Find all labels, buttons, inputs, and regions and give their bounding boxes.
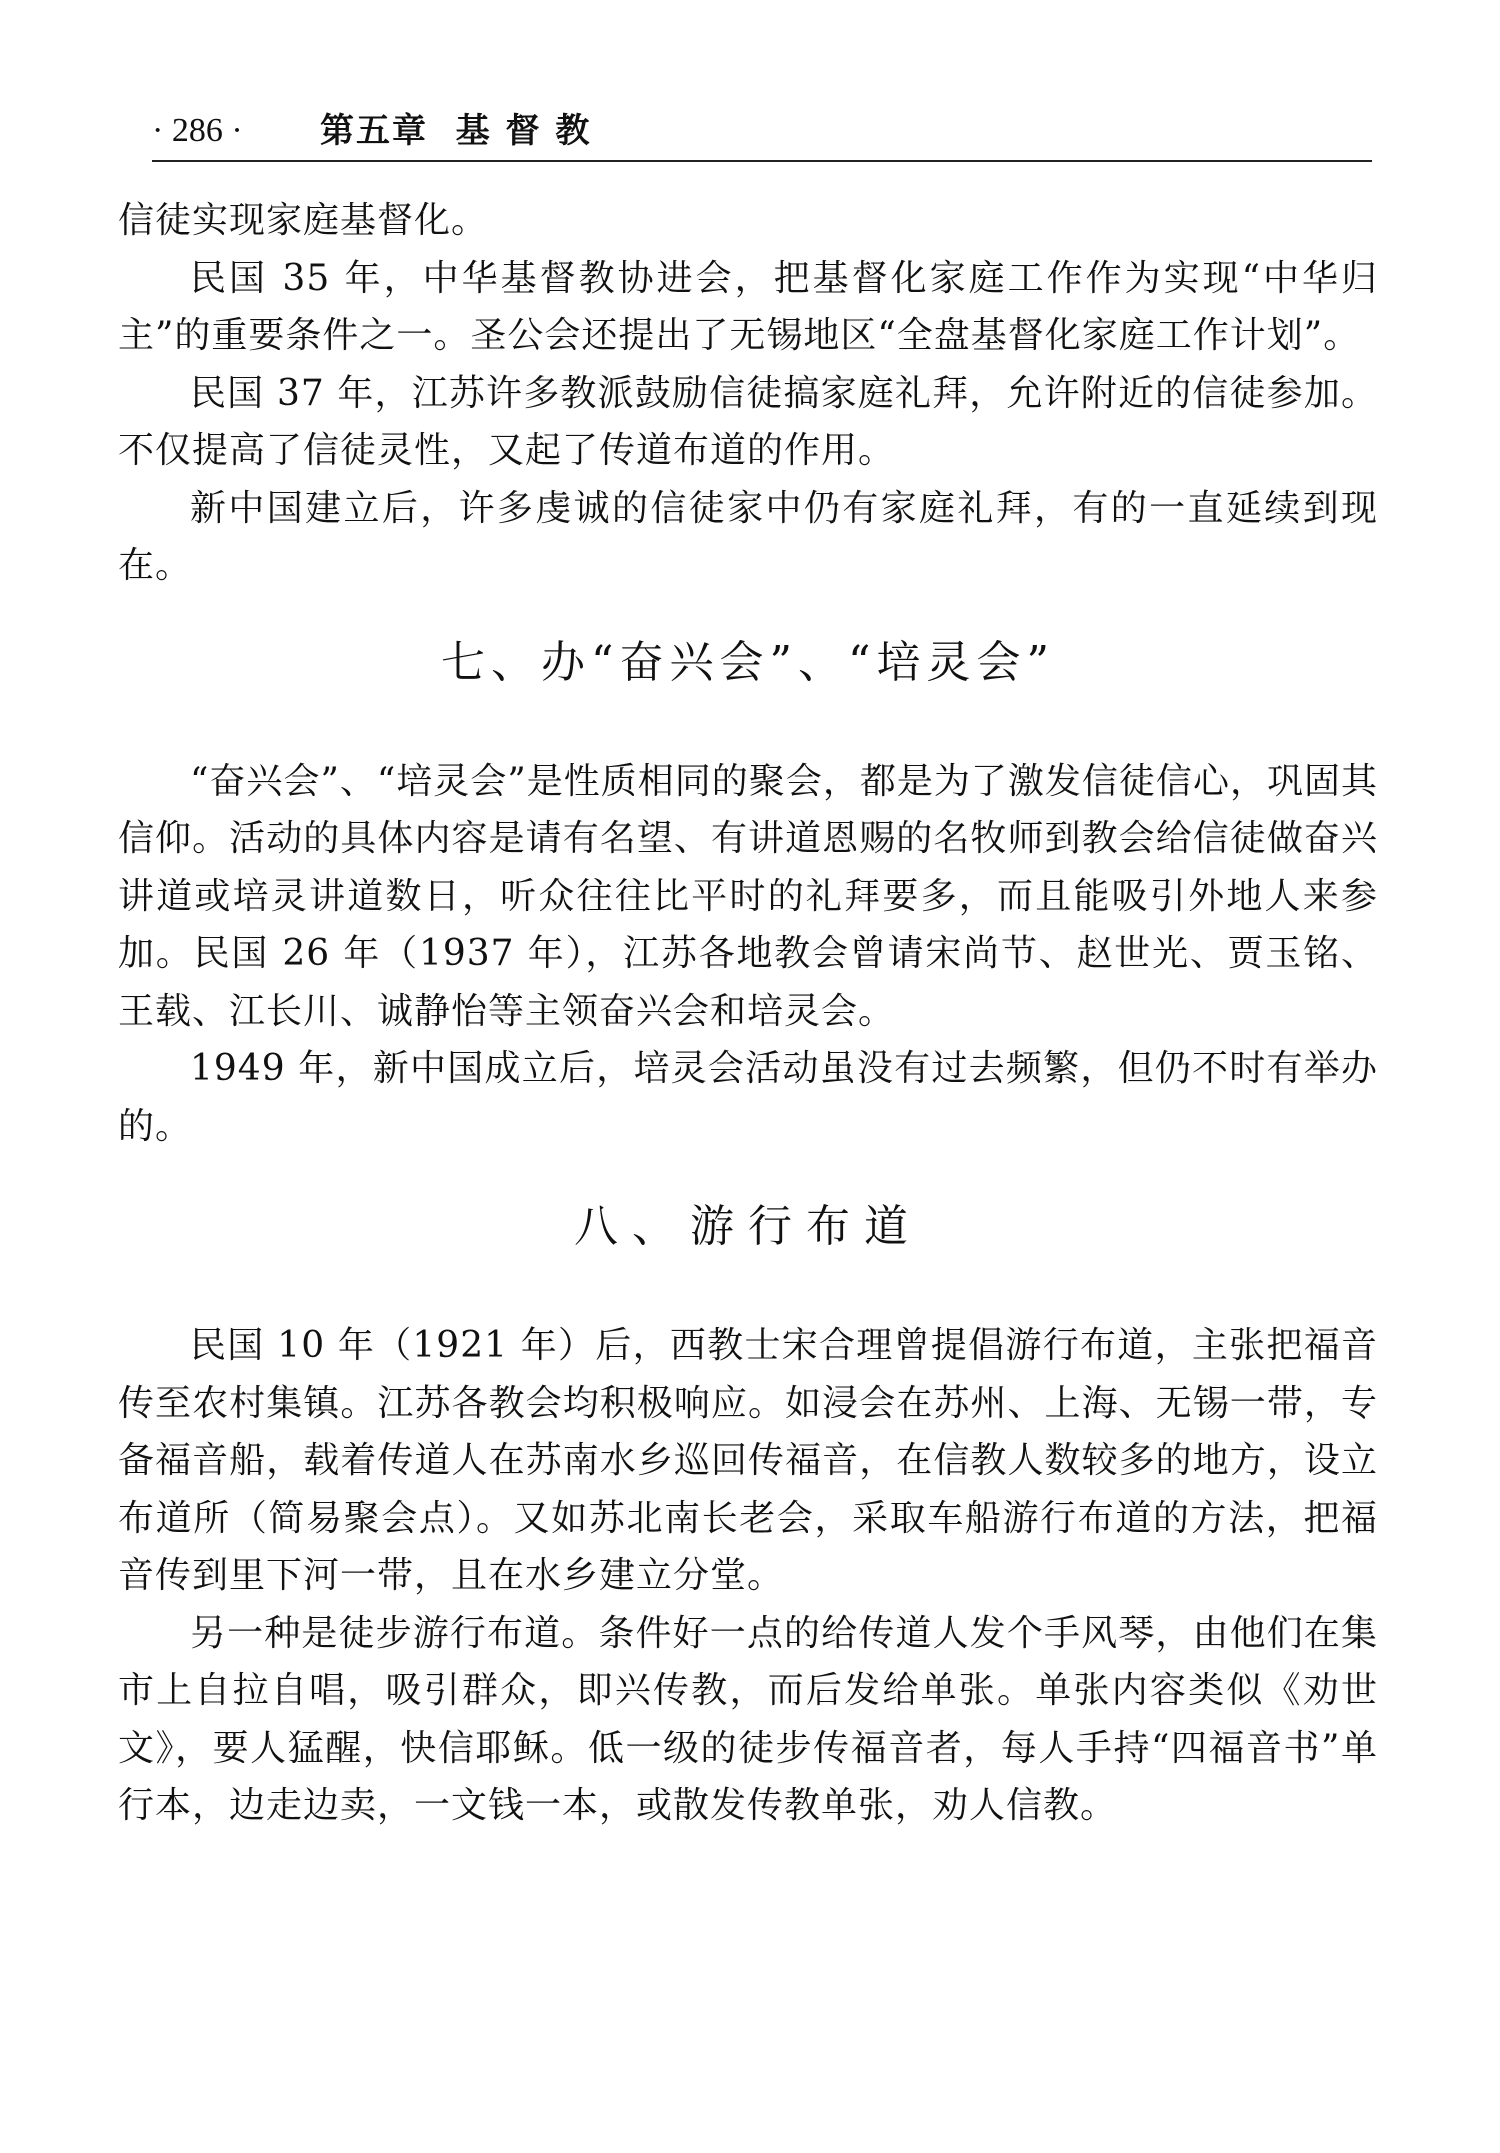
paragraph-continued: 信徒实现家庭基督化。 xyxy=(118,200,489,241)
section-heading-8: 八、游行布道 xyxy=(574,1201,922,1252)
section-heading-7: 七、办“奋兴会”、“培灵会” xyxy=(441,636,1055,688)
paragraph: 新中国建立后，许多虔诚的信徒家中仍有家庭礼拜，有的一直延续到现在。 xyxy=(118,487,1378,586)
paragraph: “奋兴会”、“培灵会”是性质相同的聚会，都是为了激发信徒信心，巩固其信仰。活动的具体内容是请有名望、有讲道恩赐的名牧师到教会给信徒做奋兴讲道或培灵讲道数日，听众往往比平时的礼拜要多，而且能吸引外地人来参加。民国 26 年（1937 年），江苏各地教会曾请宋尚节、赵世光、贾玉铭、王载、江长川、诚静怡等主领奋兴会和培灵会。 xyxy=(118,760,1378,1032)
paragraph: 民国 35 年，中华基督教协进会，把基督化家庭工作作为实现“中华归主”的重要条件之一。圣公会还提出了无锡地区“全盘基督化家庭工作计划”。 xyxy=(118,257,1378,356)
chapter-title: 第五章 基 督 教 xyxy=(320,111,592,151)
running-header xyxy=(152,108,1372,162)
paragraph: 1949 年，新中国成立后，培灵会活动虽没有过去频繁，但仍不时有举办的。 xyxy=(118,1048,1378,1147)
page-number: · 286 · xyxy=(152,112,243,149)
paragraph: 民国 10 年（1921 年）后，西教士宋合理曾提倡游行布道，主张把福音传至农村集镇。江苏各教会均积极响应。如浸会在苏州、上海、无锡一带，专备福音船，载着传道人在苏南水乡巡回传福音，在信教人数较多的地方，设立布道所（简易聚会点）。又如苏北南长老会，采取车船游行布道的方法，把福音传到里下河一带，且在水乡建立分堂。 xyxy=(118,1325,1378,1596)
paragraph: 民国 37 年，江苏许多教派鼓励信徒搞家庭礼拜，允许附近的信徒参加。不仅提高了信徒灵性，又起了传道布道的作用。 xyxy=(118,372,1378,471)
paragraph: 另一种是徒步游行布道。条件好一点的给传道人发个手风琴，由他们在集市上自拉自唱，吸引群众，即兴传教，而后发给单张。单张内容类似《劝世文》，要人猛醒，快信耶稣。低一级的徒步传福音者，每人手持“四福音书”单行本，边走边卖，一文钱一本，或散发传教单张，劝人信教。 xyxy=(118,1612,1378,1826)
page-body xyxy=(118,192,1378,1835)
